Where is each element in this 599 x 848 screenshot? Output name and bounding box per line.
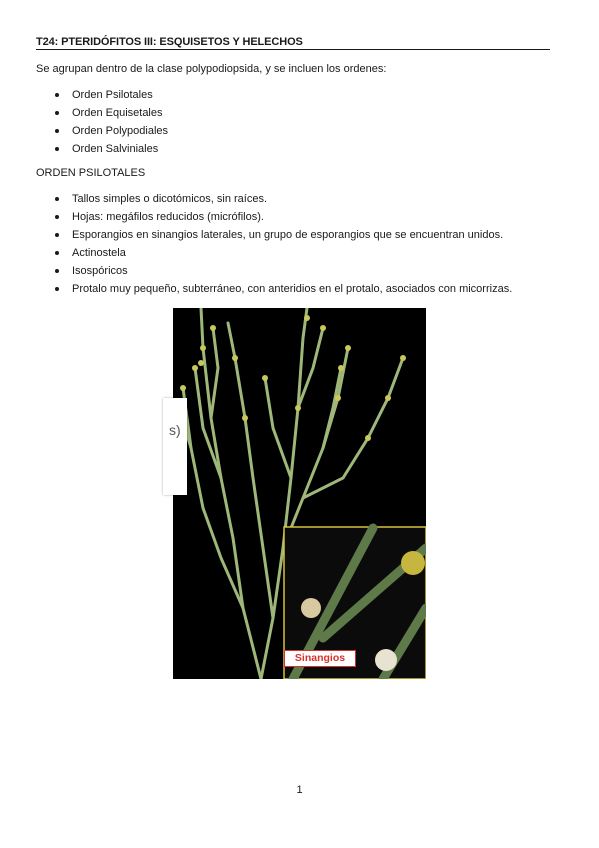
intro-paragraph: Se agrupan dentro de la clase polypodiopsida, y se incluen los ordenes: [36, 63, 387, 75]
list-item: Orden Equisetales [36, 104, 168, 122]
overlay-text-fragment: s) [163, 398, 187, 495]
page-number: 1 [296, 784, 303, 796]
list-item: Orden Polypodiales [36, 122, 168, 140]
sinangios-callout: Sinangios [284, 650, 356, 667]
psilotum-illustration [173, 308, 426, 679]
list-item: Orden Salviniales [36, 140, 168, 158]
list-item: Hojas: megáfilos reducidos (micrófilos). [36, 208, 512, 226]
list-item: Actinostela [36, 244, 512, 262]
list-item: Esporangios en sinangios laterales, un grupo de esporangios que se encuentran unidos. [36, 226, 512, 244]
section-heading: ORDEN PSILOTALES [36, 167, 146, 179]
list-item: Tallos simples o dicotómicos, sin raíces. [36, 190, 512, 208]
list-item: Orden Psilotales [36, 86, 168, 104]
psilotum-photo [173, 308, 426, 679]
list-item: Isospóricos [36, 262, 512, 280]
psilotales-features-list [36, 190, 512, 298]
orders-list [36, 86, 168, 158]
page-title: T24: PTERIDÓFITOS III: ESQUISETOS Y HELECHOS [36, 36, 550, 50]
list-item: Protalo muy pequeño, subterráneo, con anteridios en el protalo, asociados con micorrizas. [36, 280, 512, 298]
